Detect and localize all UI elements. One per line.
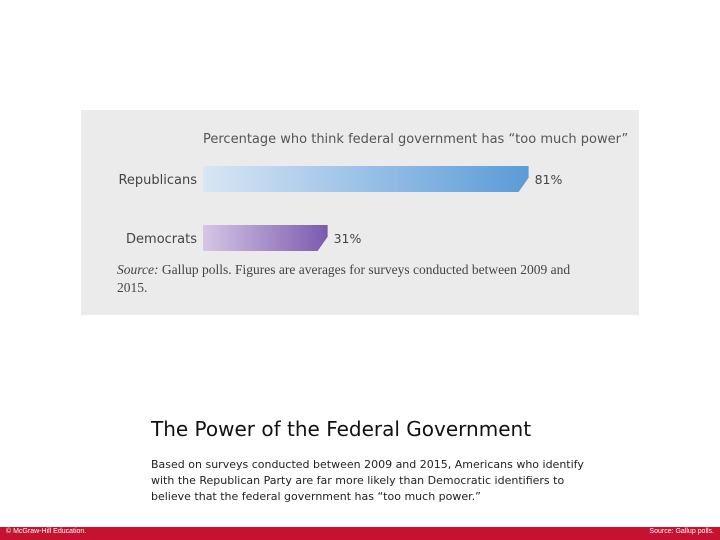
source-text: Gallup polls. Figures are averages for surveys conducted between 2009 and 2015. bbox=[117, 262, 571, 295]
slide-title: The Power of the Federal Government bbox=[151, 417, 532, 441]
chart-title: Percentage who think federal government has “too much power” bbox=[203, 132, 629, 147]
bar-democrats bbox=[203, 225, 328, 251]
category-label-republicans: Republicans bbox=[118, 173, 197, 188]
source-label: Source: bbox=[117, 262, 159, 277]
chart-source-note bbox=[117, 261, 587, 297]
category-label-democrats: Democrats bbox=[126, 232, 197, 247]
footer-bar bbox=[0, 527, 720, 540]
chart-figure bbox=[81, 110, 639, 315]
value-label-republicans: 81% bbox=[534, 172, 563, 187]
footer-source: Source: Gallup polls. bbox=[649, 528, 714, 535]
copyright-text: © McGraw-Hill Education. bbox=[6, 528, 87, 535]
slide-description: Based on surveys conducted between 2009 and 2015, Americans who identify with the Republican Party are far more likely than Democratic identifiers to believe that the federal government has “too much power.” bbox=[151, 458, 584, 503]
value-label-democrats: 31% bbox=[333, 231, 362, 246]
bar-republicans bbox=[203, 166, 529, 192]
